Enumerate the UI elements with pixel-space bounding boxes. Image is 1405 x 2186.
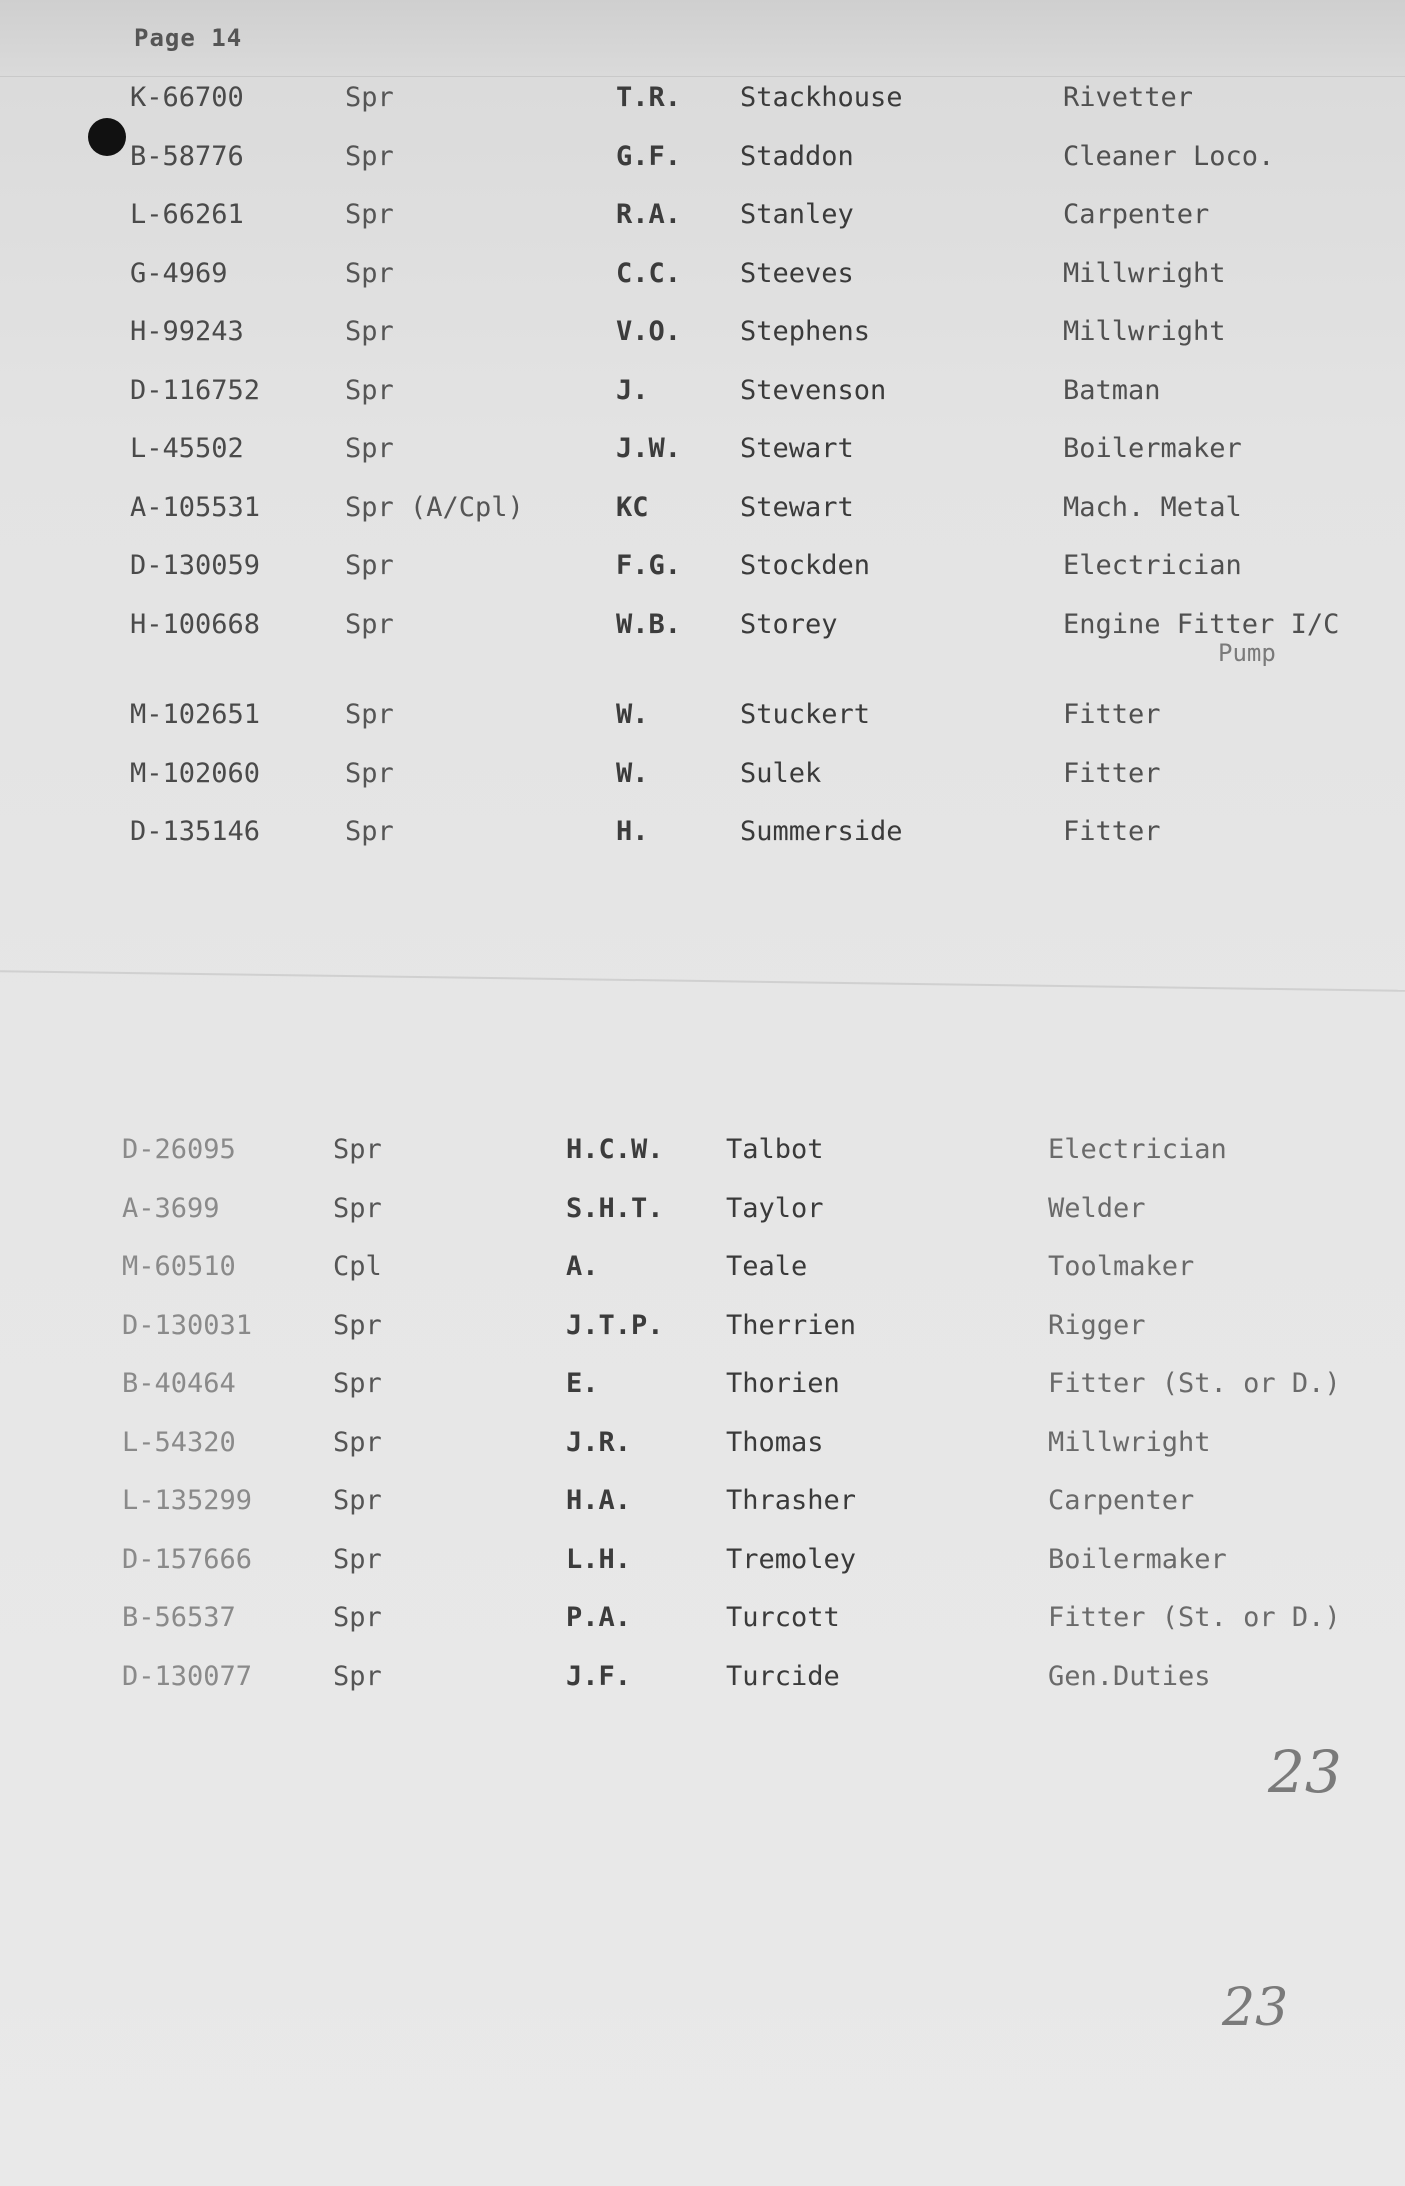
roster-row [0,492,1405,542]
trade: Fitter (St. or D.) [1048,1602,1341,1633]
surname: Tremoley [726,1543,857,1575]
surname: Stewart [740,491,854,523]
rank: Cpl [333,1251,382,1282]
service-number: D-130077 [122,1660,253,1692]
rank: Spr [333,1602,382,1633]
service-number: D-116752 [130,374,261,406]
rank: Spr [345,257,394,289]
rank: Spr [345,699,394,730]
rank: Spr [333,1192,382,1224]
service-number: H-100668 [130,608,261,640]
surname: Staddon [740,140,854,172]
surname: Talbot [726,1134,824,1165]
trade: Carpenter [1048,1485,1195,1516]
service-number: D-135146 [130,816,261,847]
rank: Spr [345,608,394,640]
trade: Boilermaker [1063,433,1242,464]
roster-row [0,758,1405,808]
rank: Spr [333,1134,382,1165]
rank: Spr [345,374,394,406]
initials: H.A. [566,1485,632,1516]
service-number: D-130031 [122,1309,253,1341]
trade: Fitter (St. or D.) [1048,1368,1341,1399]
initials: J. [616,374,649,406]
rank: Spr (A/Cpl) [345,491,524,523]
trade: Rivetter [1063,82,1194,113]
trade: Electrician [1048,1134,1227,1165]
service-number: D-130059 [130,550,261,581]
service-number: M-102651 [130,699,261,730]
service-number: M-60510 [122,1251,236,1282]
service-number: B-56537 [122,1602,236,1633]
roster-row [0,433,1405,483]
surname: Taylor [726,1192,824,1224]
initials: F.G. [616,550,682,581]
rank: Spr [345,82,394,113]
trade: Boilermaker [1048,1543,1227,1575]
rank: Spr [345,140,394,172]
roster-row [0,550,1405,600]
initials: J.F. [566,1660,632,1692]
surname: Thrasher [726,1485,857,1516]
initials: V.O. [616,316,682,347]
rank: Spr [333,1543,382,1575]
trade: Cleaner Loco. [1063,140,1275,172]
trade: Fitter [1063,816,1161,847]
surname: Sulek [740,757,822,789]
roster-row [0,1602,1405,1652]
trade: Fitter [1063,757,1161,789]
trade: Welder [1048,1192,1146,1224]
initials: E. [566,1368,599,1399]
initials: S.H.T. [566,1192,664,1224]
trade: Batman [1063,374,1161,406]
initials: A. [566,1251,599,1282]
trade: Carpenter [1063,199,1210,230]
initials: H. [616,816,649,847]
rank: Spr [333,1368,382,1399]
service-number: L-54320 [122,1426,236,1458]
surname: Stackhouse [740,82,903,113]
roster-row [0,1193,1405,1243]
roster-row [0,82,1405,132]
trade: Millwright [1048,1426,1211,1458]
service-number: K-66700 [130,82,244,113]
surname: Thomas [726,1426,824,1458]
surname: Stewart [740,433,854,464]
roster-row [0,1368,1405,1418]
roster-row [0,1134,1405,1184]
initials: C.C. [616,257,682,289]
service-number: A-3699 [122,1192,220,1224]
surname: Therrien [726,1309,857,1341]
trade: Rigger [1048,1309,1146,1341]
service-number: L-66261 [130,199,244,230]
surname: Summerside [740,816,903,847]
trade: Mach. Metal [1063,491,1242,523]
surname: Stephens [740,316,871,347]
surname: Stevenson [740,374,887,406]
trade-continuation: Pump [1218,638,1276,667]
initials: KC [616,491,649,523]
rank: Spr [333,1426,382,1458]
trade: Millwright [1063,316,1226,347]
service-number: M-102060 [130,757,261,789]
roster-row [0,1427,1405,1477]
trade: Gen.Duties [1048,1660,1211,1692]
page-label: Page 14 [134,24,243,52]
initials: J.T.P. [566,1309,664,1341]
initials: L.H. [566,1543,632,1575]
roster-row [0,608,1405,667]
roster-row [0,199,1405,249]
roster-row [0,1661,1405,1711]
rank: Spr [333,1485,382,1516]
rank: Spr [333,1309,382,1341]
service-number: D-157666 [122,1543,253,1575]
surname: Storey [740,608,838,640]
service-number: H-99243 [130,316,244,347]
surname: Turcott [726,1602,840,1633]
roster-row [0,141,1405,191]
roster-row [0,699,1405,749]
initials: W.B. [616,608,682,640]
roster-row [0,816,1405,866]
service-number: L-45502 [130,433,244,464]
roster-row [0,1544,1405,1594]
roster-row [0,316,1405,366]
rank: Spr [345,316,394,347]
trade: Engine Fitter I/C [1063,608,1340,640]
trade: Toolmaker [1048,1251,1195,1282]
initials: J.R. [566,1426,632,1458]
trade: Electrician [1063,550,1242,581]
service-number: L-135299 [122,1485,253,1516]
initials: T.R. [616,82,682,113]
initials: J.W. [616,433,682,464]
rank: Spr [345,199,394,230]
trade: Millwright [1063,257,1226,289]
roster-row [0,1485,1405,1535]
service-number: B-40464 [122,1368,236,1399]
rank: Spr [345,550,394,581]
roster-row [0,1251,1405,1301]
service-number: D-26095 [122,1134,236,1165]
rank: Spr [345,433,394,464]
surname: Stanley [740,199,854,230]
handwritten-page-number: 23 [1268,1738,1342,1806]
initials: H.C.W. [566,1134,664,1165]
service-number: A-105531 [130,491,261,523]
surname: Turcide [726,1660,840,1692]
rank: Spr [345,816,394,847]
rank: Spr [345,757,394,789]
service-number: B-58776 [130,140,244,172]
initials: R.A. [616,199,682,230]
roster-row [0,258,1405,308]
fold-line [0,970,1405,992]
surname: Stockden [740,550,871,581]
roster-row [0,375,1405,425]
service-number: G-4969 [130,257,228,289]
surname: Steeves [740,257,854,289]
trade: Fitter [1063,699,1161,730]
initials: W. [616,757,649,789]
initials: W. [616,699,649,730]
surname: Teale [726,1251,808,1282]
initials: P.A. [566,1602,632,1633]
surname: Thorien [726,1368,840,1399]
initials: G.F. [616,140,682,172]
handwritten-page-number-lower: 23 [1222,1978,1289,2038]
rank: Spr [333,1660,382,1692]
roster-row [0,1310,1405,1360]
surname: Stuckert [740,699,871,730]
